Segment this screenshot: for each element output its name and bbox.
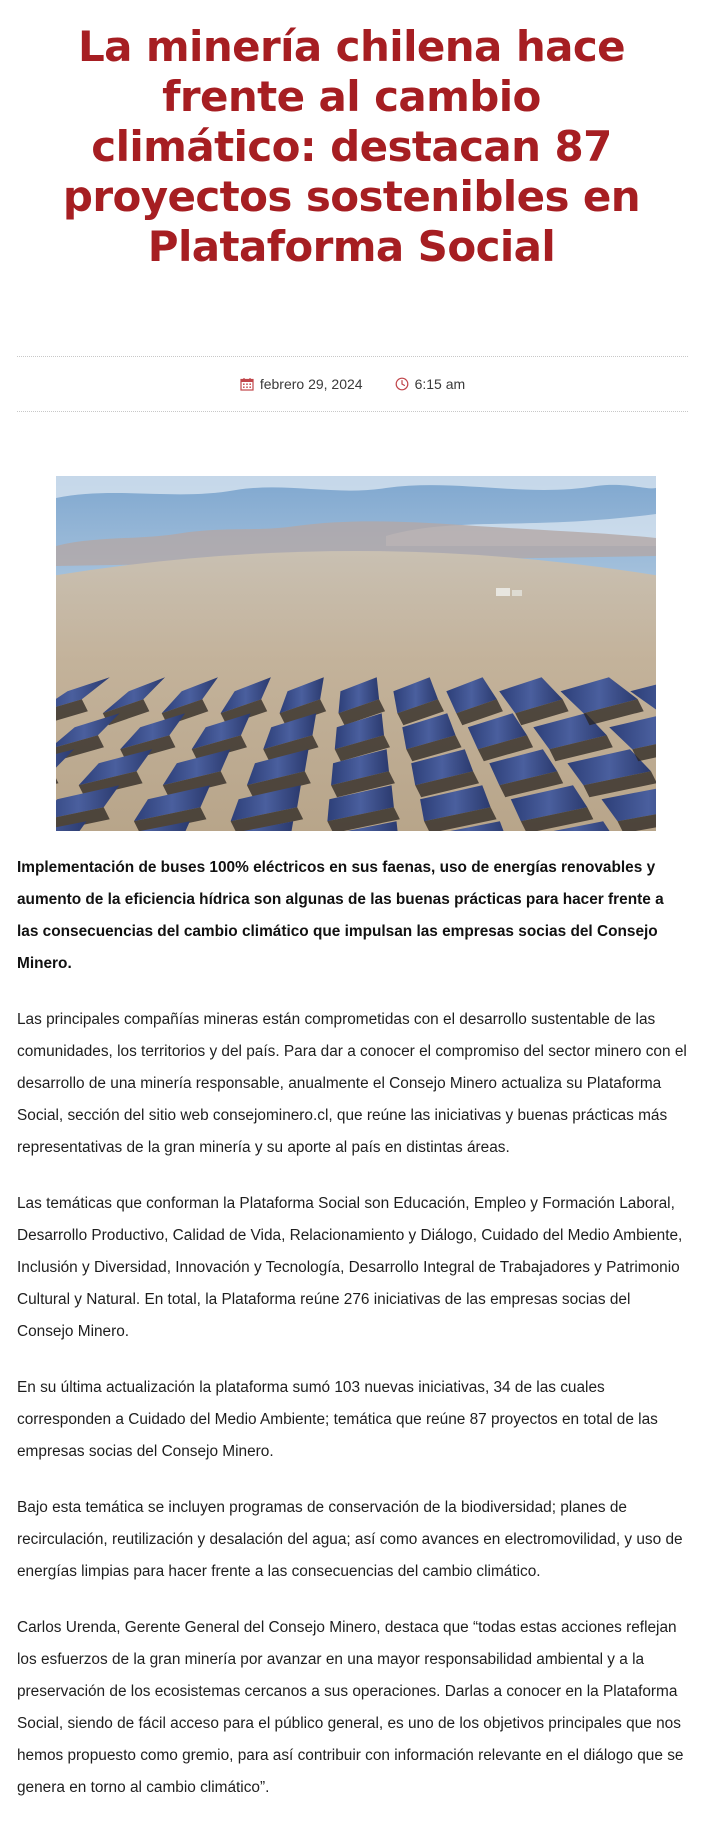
article-lead: Implementación de buses 100% eléctricos en sus faenas, uso de energías renovables y aumento de la eficiencia hídrica son algunas de las buenas prácticas para hacer frente a las consecuencias del cambio climático que impulsan las empresas socias del Consejo Minero.: [17, 859, 664, 972]
solar-panel-row: [658, 749, 703, 785]
article-meta: [17, 356, 688, 412]
article: [0, 22, 703, 1796]
hero-image-solar-farm: [56, 476, 656, 831]
panel-shadow: [0, 735, 29, 761]
panel-shadow: [0, 699, 17, 725]
solar-panel-row: [0, 677, 46, 713]
article-paragraph-4: Bajo esta temática se incluyen programas de conservación de la biodiversidad; planes de recirculación, reutilización y desalación del agua; así como avances en electromovilidad, y uso de energías limpias para hacer frente a las consecuencias del cambio climático.: [17, 1499, 683, 1580]
panel-shadow: [686, 879, 703, 905]
calendar-icon: [240, 377, 254, 391]
article-title: La minería chilena hace frente al cambio climático: destacan 87 proyectos sostenibles en Plataforma Social: [62, 22, 641, 271]
article-paragraph-2: Las temáticas que conforman la Plataforma Social son Educación, Empleo y Formación Laboral, Desarrollo Productivo, Calidad de Vida, Relacionamiento y Diálogo, Cuidado del Medio Ambiente, Inclusión y Diversidad, Innovación y Tecnología, Desarrollo Integral de Trabajadores y Patrimonio Cultural y Natural. En total, la Plataforma reúne 276 iniciativas de las empresas socias del Consejo Minero.: [17, 1195, 683, 1340]
publish-time-text: 6:15 am: [414, 376, 466, 392]
publish-date: [240, 376, 363, 392]
panel-shadow: [681, 771, 703, 797]
clock-icon: [395, 377, 409, 391]
solar-panel-row: [0, 713, 51, 749]
article-paragraph-3: En su última actualización la plataforma sumó 103 nuevas iniciativas, 34 de las cuales corresponden a Cuidado del Medio Ambiente; temática que reúne 87 proyectos en total de las empresas socias del Consejo Minero.: [17, 1379, 658, 1460]
article-body: [17, 852, 688, 1828]
article-paragraph-1: Las principales compañías mineras están comprometidas con el desarrollo sustentable de las comunidades, los territorios y del país. Para dar a conocer el compromiso del sector minero con el desarrollo de una minería responsable, anualmente el Consejo Minero actualiza su Plataforma Social, sección del sitio web consejominero.cl, que reúne las iniciativas y buenas prácticas más representativas de la gran minería y su aporte al país en distintas áreas.: [17, 1011, 687, 1156]
solar-panel-row: [696, 713, 703, 749]
solar-farm-illustration: [56, 476, 656, 831]
panel-shadow: [661, 699, 703, 725]
publish-time: [395, 376, 466, 392]
panel-shadow: [0, 807, 13, 833]
panel-shadow: [0, 771, 58, 797]
article-paragraph-5: Carlos Urenda, Gerente General del Consejo Minero, destaca que “todas estas acciones reflejan los esfuerzos de la gran minería por avanzar en una mayor responsabilidad ambiental y a la preservación de los ecosistemas cercanos a sus operaciones. Darlas a conocer en la Plataforma Social, siendo de fácil acceso para el público general, es uno de los objetivos principales que nos hemos propuesto como gremio, para así contribuir con información relevante en el diálogo que se genera en torno al cambio climático”.: [17, 1619, 684, 1796]
publish-date-text: febrero 29, 2024: [259, 376, 363, 392]
solar-panel-row: [0, 785, 29, 821]
